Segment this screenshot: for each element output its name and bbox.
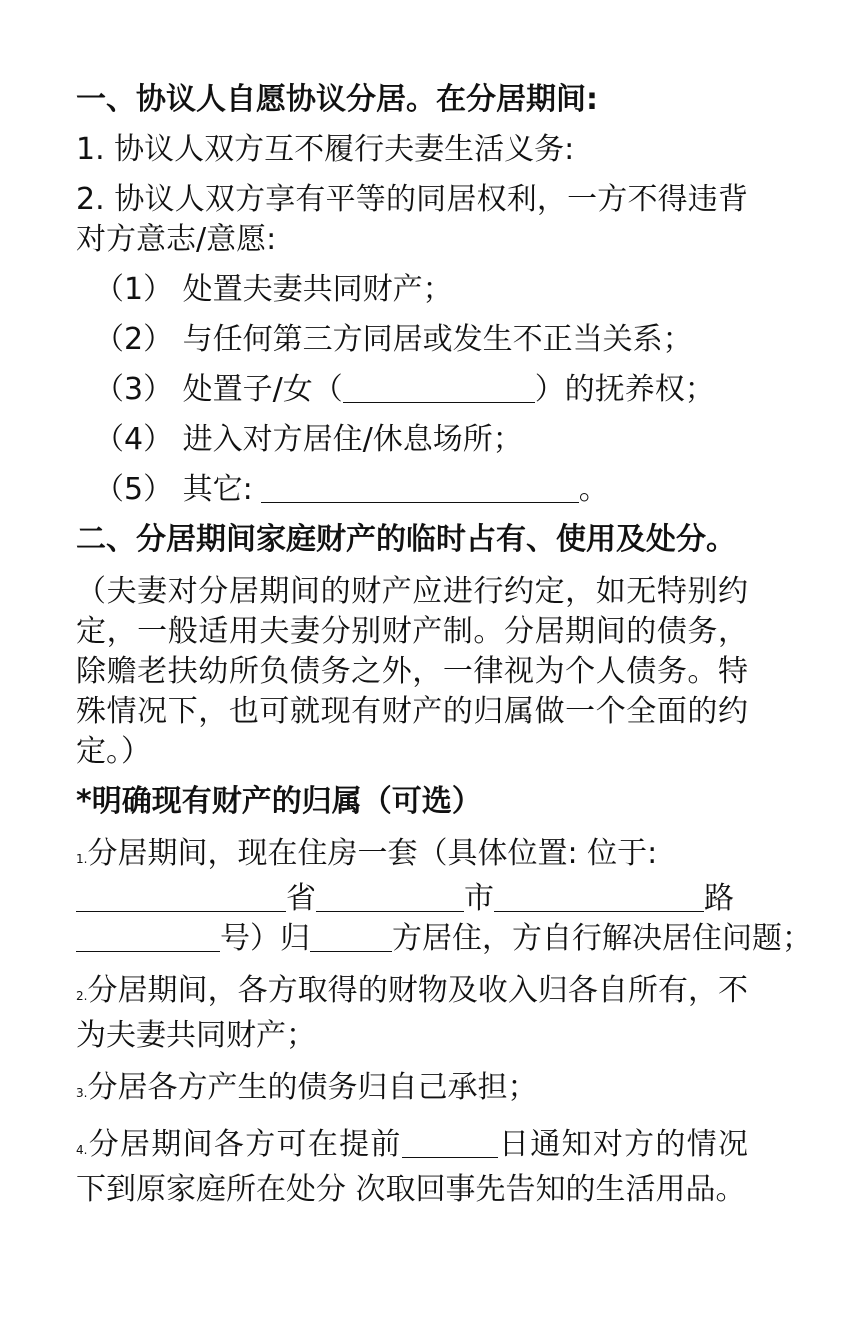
property-clause-1-line3 [76, 919, 812, 959]
property-note: （夫妻对分居期间的财产应进行约定，如无特别约定，一般适用夫妻分别财产制。分居期间的债务，除赡老扶幼所负债务之外，一律视为个人债务。特殊情况下，也可就现有财产的归属做一个全面的约定。） [76, 574, 748, 769]
sub-clause-3 [76, 370, 748, 410]
child-name-blank[interactable] [343, 372, 535, 403]
sub-clause-3-prefix: （3） 处置子/女（ [94, 372, 343, 407]
property-clause-3 [76, 1068, 748, 1113]
house-number-blank[interactable] [76, 921, 220, 952]
clause-number: 3. [76, 1086, 88, 1100]
clause-1: 1. 协议人双方互不履行夫妻生活义务: [76, 132, 575, 167]
sub-clause-2: （2） 与任何第三方同居或发生不正当关系； [94, 322, 693, 357]
sub-clause-3-suffix: ）的抚养权； [534, 372, 715, 407]
property-clause-4-text: 分居期间各方可在提前 [87, 1127, 402, 1162]
document-page [76, 80, 812, 1210]
clause-number: 4. [76, 1143, 88, 1157]
property-clause-1-end: 方居住，方自行解决居住问题； [392, 921, 812, 956]
sub-clause-5 [76, 470, 748, 510]
resident-party-blank[interactable] [310, 921, 392, 952]
property-clause-2-text: 分居期间，各方取得的财物及收入归各自所有，不为夫妻共同财产； [76, 973, 748, 1053]
road-label: 路 [704, 881, 734, 916]
section1-heading: 一、协议人自愿协议分居。在分居期间: [76, 82, 598, 117]
section2-heading: 二、分居期间家庭财产的临时占有、使用及处分。 [76, 522, 736, 557]
city-blank[interactable] [316, 881, 464, 912]
property-clause-1-line1 [76, 834, 748, 879]
property-clause-4 [76, 1125, 748, 1210]
number-label: 号）归 [220, 921, 310, 956]
clause-number: 2. [76, 989, 88, 1003]
clause-number: 1. [76, 852, 88, 866]
property-clause-2 [76, 971, 748, 1056]
province-label: 省 [286, 881, 316, 916]
sub-clause-1: （1） 处置夫妻共同财产； [94, 272, 453, 307]
property-clause-3-text: 分居各方产生的债务归自己承担； [87, 1070, 538, 1105]
clause-2: 2. 协议人双方享有平等的同居权利，一方不得违背对方意志/意愿: [76, 182, 748, 257]
province-blank[interactable] [76, 881, 286, 912]
property-clause-1-line2 [76, 879, 748, 919]
sub-clause-5-suffix: 。 [578, 472, 609, 507]
other-blank[interactable] [261, 472, 579, 503]
road-blank[interactable] [494, 881, 704, 912]
sub-clause-5-prefix: （5） 其它: [94, 472, 253, 507]
notice-days-blank[interactable] [402, 1127, 498, 1158]
property-clause-1-text: 分居期间，现在住房一套（具体位置: 位于: [87, 836, 658, 871]
optional-heading: *明确现有财产的归属（可选） [76, 784, 482, 819]
city-label: 市 [464, 881, 494, 916]
property-clause-4-rest: 日通知对方的情况下到原家庭所在处分 次取回事先告知的生活用品。 [76, 1127, 749, 1207]
sub-clause-4: （4） 进入对方居住/休息场所； [94, 422, 523, 457]
